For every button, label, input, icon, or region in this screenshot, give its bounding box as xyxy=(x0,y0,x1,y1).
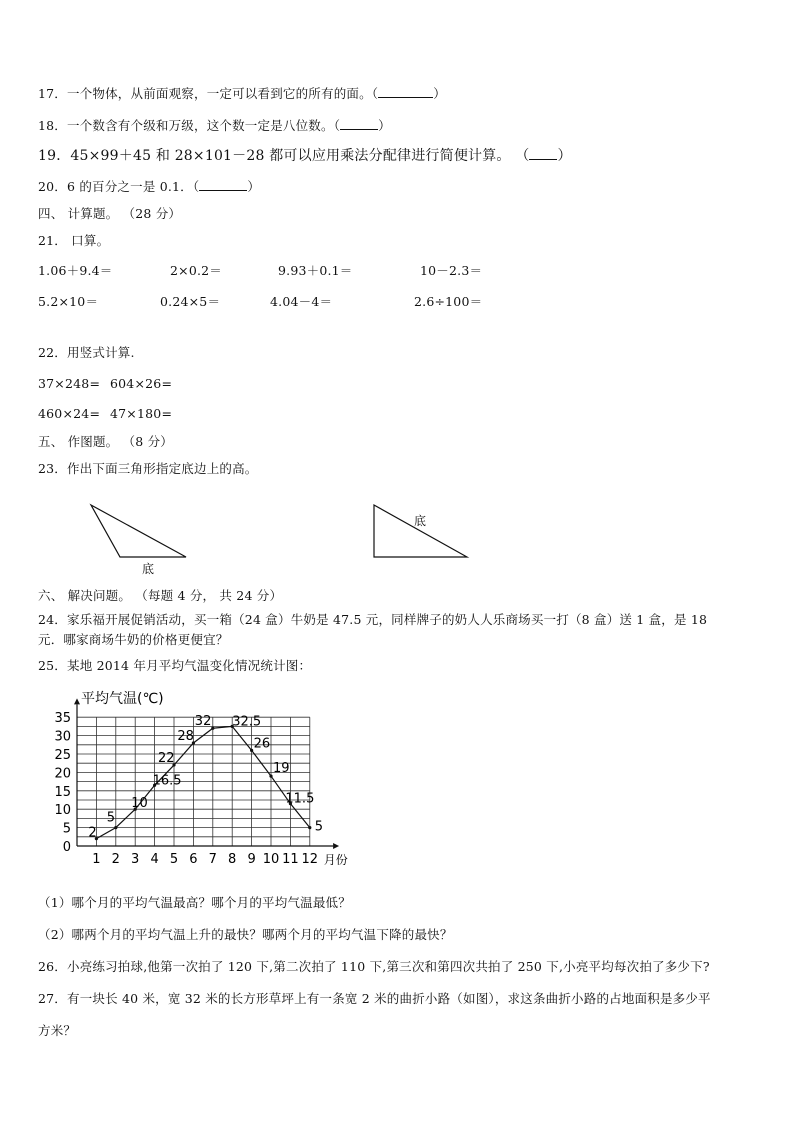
y-tick-label: 30 xyxy=(54,729,71,745)
data-point xyxy=(114,826,117,829)
oral-calc-item: 1.06＋9.4＝ xyxy=(38,263,113,278)
section-6-heading: 六、 解决问题。 （每题 4 分， 共 24 分） xyxy=(38,588,283,603)
oral-calc-item: 5.2×10＝ xyxy=(38,294,99,309)
answer-blank[interactable] xyxy=(340,117,378,130)
y-tick-label: 5 xyxy=(62,821,71,837)
vertical-calc-item: 47×180= xyxy=(110,406,173,421)
vertical-calc-item: 604×26= xyxy=(110,376,173,391)
data-point xyxy=(308,826,311,829)
q19-text: 19．45×99＋45 和 28×101－28 都可以应用乘法分配律进行简便计算。 （ xyxy=(38,148,530,164)
data-label: 5 xyxy=(106,810,116,826)
question-24-line2: 元．哪家商场牛奶的价格更便宜？ xyxy=(38,632,229,647)
question-25-title: 25．某地 2014 年月平均气温变化情况统计图： xyxy=(38,658,312,673)
oral-calc-item: 0.24×5＝ xyxy=(160,294,221,309)
q17-text: 17．一个物体，从前面观察，一定可以看到它的所有的面。（ xyxy=(38,86,379,101)
x-tick-label: 1 xyxy=(92,852,101,867)
triangles-figure xyxy=(0,495,794,580)
triangle-obtuse[interactable] xyxy=(91,505,186,557)
section-4-heading: 四、 计算题。 （28 分） xyxy=(38,206,182,221)
question-25-part2: （2）哪两个月的平均气温上升的最快？哪两个月的平均气温下降的最快？ xyxy=(38,927,453,942)
x-tick-label: 12 xyxy=(301,852,319,867)
q20-close: ） xyxy=(247,179,261,194)
chart-series xyxy=(95,725,315,840)
q17-close: ） xyxy=(433,86,446,101)
oral-calc-item: 2.6÷100＝ xyxy=(414,294,483,309)
question-21-title: 21． 口算。 xyxy=(38,233,110,248)
x-axis-label: 月份 xyxy=(323,853,348,867)
data-label: 32 xyxy=(194,714,212,730)
data-label: 22 xyxy=(158,751,175,767)
q18-text: 18．一个数含有个级和万级，这个数一定是八位数。（ xyxy=(38,118,341,133)
y-tick-label: 25 xyxy=(54,748,71,763)
answer-blank[interactable] xyxy=(529,147,557,160)
answer-blank[interactable] xyxy=(199,178,247,191)
question-25-part1: （1）哪个月的平均气温最高？哪个月的平均气温最低？ xyxy=(38,895,351,910)
vertical-calc-item: 37×248= xyxy=(38,376,101,391)
data-label: 16.5 xyxy=(152,773,182,789)
question-22-title: 22．用竖式计算. xyxy=(38,345,135,360)
series-line xyxy=(96,726,309,838)
data-label: 32.5 xyxy=(232,714,262,730)
data-label: 5 xyxy=(314,819,324,835)
question-17 xyxy=(38,84,446,102)
temperature-line-chart xyxy=(40,685,360,875)
vertical-calc-item: 460×24= xyxy=(38,406,101,421)
y-tick-label: 10 xyxy=(54,803,71,819)
y-tick-label: 15 xyxy=(54,784,71,800)
data-point xyxy=(211,727,214,730)
q18-close: ） xyxy=(378,118,391,133)
oral-calc-item: 9.93＋0.1＝ xyxy=(278,263,353,278)
oral-calc-item: 4.04－4＝ xyxy=(270,294,333,309)
x-tick-label: 8 xyxy=(228,852,237,867)
question-23-title: 23．作出下面三角形指定底边上的高。 xyxy=(38,461,258,476)
q20-text: 20．6 的百分之一是 0.1．（ xyxy=(38,179,200,194)
x-tick-label: 9 xyxy=(247,852,256,867)
question-26: 26．小亮练习拍球,他第一次拍了 120 下,第二次拍了 110 下,第三次和第四次共拍了 250 下,小亮平均每次拍了多少下? xyxy=(38,959,710,974)
oral-calc-item: 10－2.3＝ xyxy=(420,263,483,278)
x-tick-label: 5 xyxy=(169,852,179,867)
y-axis-label: 平均气温(℃) xyxy=(81,691,164,707)
data-label: 28 xyxy=(177,728,194,744)
x-tick-label: 2 xyxy=(111,852,120,867)
x-tick-label: 10 xyxy=(262,852,280,867)
x-axis-arrow xyxy=(333,843,339,849)
y-axis-arrow xyxy=(74,698,80,704)
data-label: 19 xyxy=(273,761,290,777)
section-5-heading: 五、 作图题。 （8 分） xyxy=(38,434,173,449)
y-tick-label: 20 xyxy=(54,766,71,782)
question-18 xyxy=(38,116,391,134)
base-label: 底 xyxy=(414,514,427,528)
answer-blank[interactable] xyxy=(378,85,433,98)
question-27-line1: 27．有一块长 40 米，宽 32 米的长方形草坪上有一条宽 2 米的曲折小路（如图），求这条曲折小路的占地面积是多少平 xyxy=(38,991,711,1006)
question-20 xyxy=(38,177,260,195)
x-tick-label: 4 xyxy=(150,852,159,867)
q19-close: ） xyxy=(557,148,572,164)
data-label: 11.5 xyxy=(285,791,315,807)
data-label: 10 xyxy=(131,796,148,812)
question-24-line1: 24．家乐福开展促销活动，买一箱（24 盒）牛奶是 47.5 元，同样牌子的奶人人乐商场买一打（8 盒）送 1 盒，是 18 xyxy=(38,612,708,627)
y-tick-label: 35 xyxy=(54,711,71,727)
oral-calc-item: 2×0.2＝ xyxy=(170,263,223,278)
question-19 xyxy=(38,145,572,165)
y-tick-label: 0 xyxy=(62,840,71,855)
data-label: 2 xyxy=(88,825,97,841)
x-tick-label: 11 xyxy=(282,852,299,867)
x-tick-label: 6 xyxy=(189,852,198,867)
question-27-line2: 方米？ xyxy=(38,1023,77,1038)
x-tick-label: 3 xyxy=(131,852,140,867)
x-tick-label: 7 xyxy=(208,852,217,867)
data-label: 26 xyxy=(253,736,271,752)
base-label: 底 xyxy=(142,562,155,576)
